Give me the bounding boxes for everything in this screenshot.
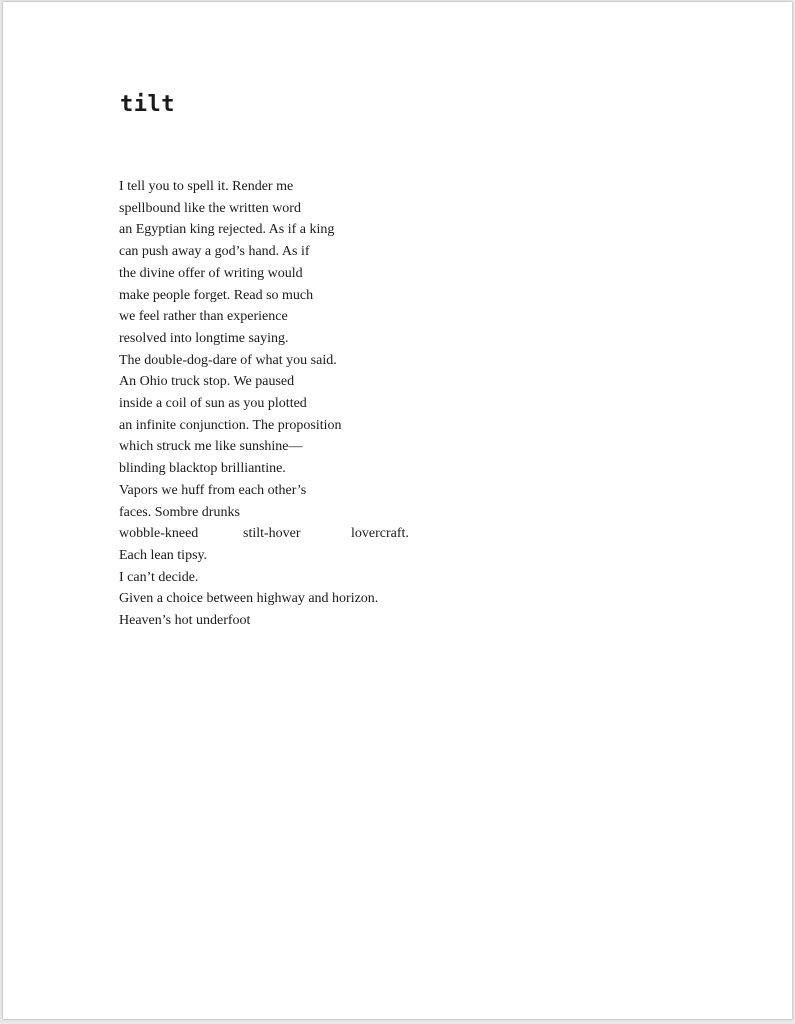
poem-line: can push away a god’s hand. As if bbox=[119, 244, 310, 260]
poem-body bbox=[119, 176, 409, 632]
poem-line: an infinite conjunction. The proposition bbox=[119, 417, 342, 433]
poem-line: which struck me like sunshine— bbox=[119, 439, 303, 455]
poem-line: we feel rather than experience bbox=[119, 309, 288, 325]
page bbox=[3, 2, 792, 1019]
poem-line: the divine offer of writing would bbox=[119, 265, 303, 281]
poem-line: make people forget. Read so much bbox=[119, 287, 314, 303]
poem-line: blinding blacktop brilliantine. bbox=[119, 461, 286, 477]
poem-line: Each lean tipsy. bbox=[119, 547, 208, 563]
poem-line: Vapors we huff from each other’s bbox=[119, 482, 307, 498]
poem-line: An Ohio truck stop. We paused bbox=[119, 374, 295, 390]
poem-line: inside a coil of sun as you plotted bbox=[119, 396, 307, 412]
poem-line: Heaven’s hot underfoot bbox=[119, 613, 251, 629]
poem-line: The double-dog-dare of what you said. bbox=[119, 352, 337, 368]
poem-line: faces. Sombre drunks bbox=[119, 504, 240, 520]
poem-line: I can’t decide. bbox=[119, 569, 199, 585]
split-segment: lovercraft. bbox=[351, 526, 409, 542]
poem-line: I tell you to spell it. Render me bbox=[119, 179, 294, 194]
split-segment: wobble-kneed bbox=[119, 526, 199, 542]
poem-line: resolved into longtime saying. bbox=[119, 330, 289, 346]
poem-line: spellbound like the written word bbox=[119, 200, 301, 216]
poem-split-line bbox=[119, 523, 409, 545]
poem-line: Given a choice between highway and horizon. bbox=[119, 591, 379, 607]
poem-line: an Egyptian king rejected. As if a king bbox=[119, 222, 335, 238]
split-segment: stilt-hover bbox=[243, 526, 301, 542]
poem-title: tilt bbox=[120, 92, 175, 117]
